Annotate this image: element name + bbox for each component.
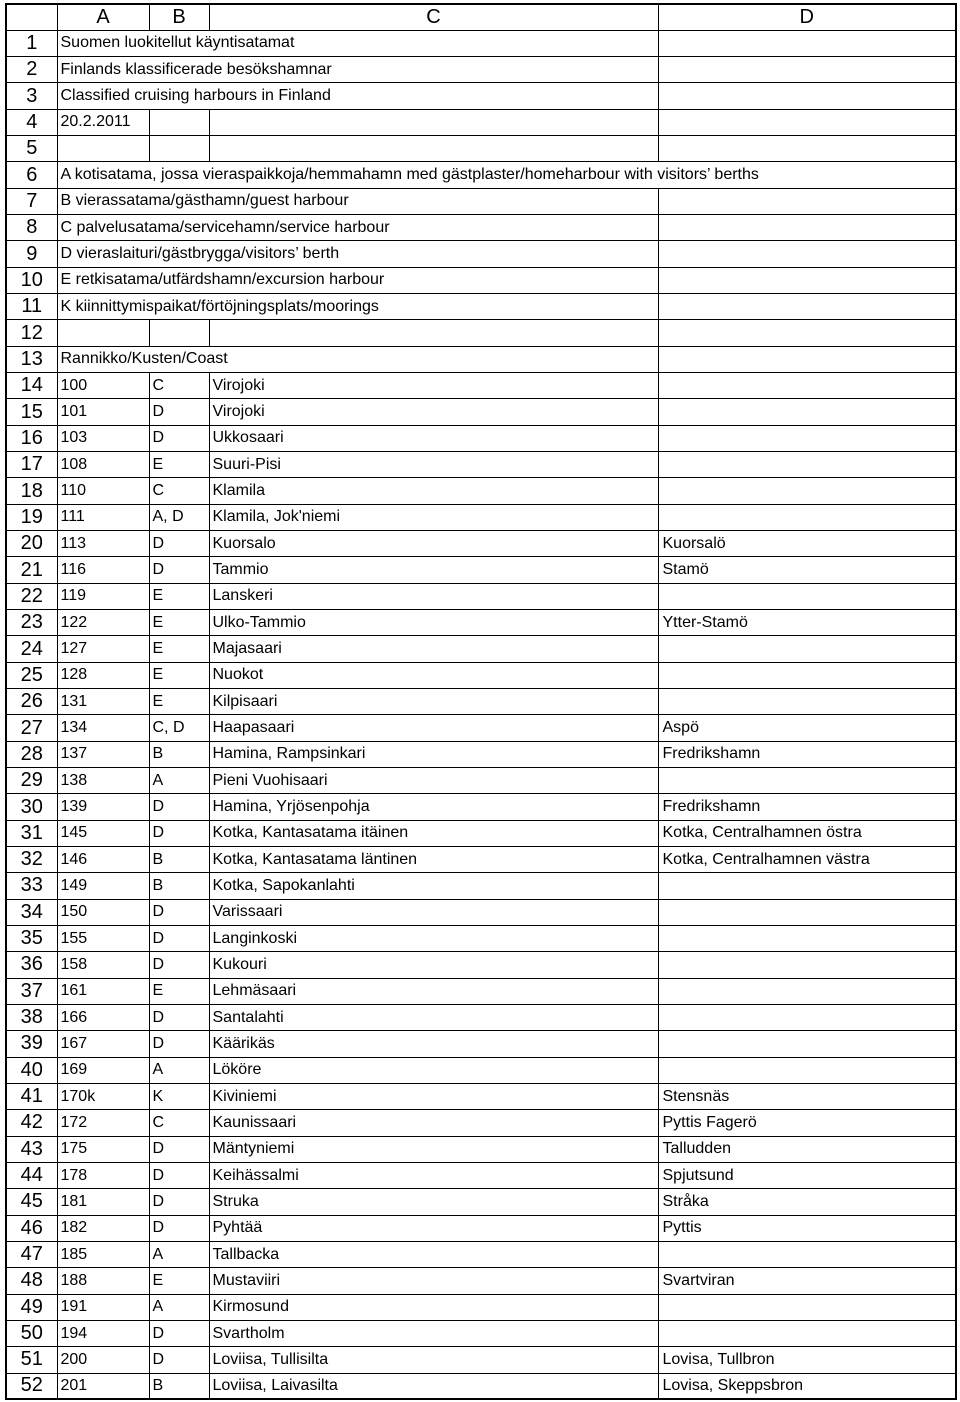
row-header: 17 bbox=[6, 452, 57, 478]
row-header: 49 bbox=[6, 1294, 57, 1320]
empty-cell bbox=[658, 1294, 956, 1320]
harbour-class-cell: D bbox=[149, 952, 209, 978]
empty-cell bbox=[658, 478, 956, 504]
harbour-class-cell: D bbox=[149, 399, 209, 425]
harbour-number-cell: 111 bbox=[57, 504, 149, 530]
harbour-name-cell: Pyhtää bbox=[209, 1215, 658, 1241]
table-row bbox=[6, 373, 956, 399]
table-row bbox=[6, 1268, 956, 1294]
harbour-name-cell: Klamila, Jok'niemi bbox=[209, 504, 658, 530]
harbour-number-cell: 149 bbox=[57, 873, 149, 899]
empty-cell bbox=[658, 1241, 956, 1267]
row-header: 7 bbox=[6, 188, 57, 214]
row-header: 12 bbox=[6, 320, 57, 346]
harbour-class-cell: A bbox=[149, 1241, 209, 1267]
table-row bbox=[6, 188, 956, 214]
empty-cell bbox=[658, 188, 956, 214]
harbour-name-cell: Varissaari bbox=[209, 899, 658, 925]
date-cell: 20.2.2011 bbox=[57, 109, 149, 135]
harbour-class-cell: D bbox=[149, 1320, 209, 1346]
harbour-class-cell: E bbox=[149, 452, 209, 478]
harbour-number-cell: 131 bbox=[57, 689, 149, 715]
table-row bbox=[6, 531, 956, 557]
row-header: 1 bbox=[6, 30, 57, 56]
harbour-number-cell: 161 bbox=[57, 978, 149, 1004]
harbour-number-cell: 137 bbox=[57, 741, 149, 767]
empty-cell bbox=[658, 215, 956, 241]
harbour-class-cell: D bbox=[149, 925, 209, 951]
legend-cell: D vieraslaituri/gästbrygga/visitors’ berth bbox=[57, 241, 658, 267]
table-row bbox=[6, 741, 956, 767]
table-row bbox=[6, 215, 956, 241]
harbour-number-cell: 139 bbox=[57, 794, 149, 820]
row-header: 24 bbox=[6, 636, 57, 662]
harbour-number-cell: 175 bbox=[57, 1136, 149, 1162]
row-header: 52 bbox=[6, 1373, 57, 1399]
harbour-name-cell: Tallbacka bbox=[209, 1241, 658, 1267]
empty-cell bbox=[658, 294, 956, 320]
row-header: 48 bbox=[6, 1268, 57, 1294]
table-row bbox=[6, 925, 956, 951]
harbour-name-cell: Kotka, Kantasatama läntinen bbox=[209, 847, 658, 873]
empty-cell bbox=[658, 1320, 956, 1346]
harbour-class-cell: C, D bbox=[149, 715, 209, 741]
harbour-class-cell: D bbox=[149, 1136, 209, 1162]
row-header: 26 bbox=[6, 689, 57, 715]
table-row bbox=[6, 610, 956, 636]
empty-cell bbox=[658, 504, 956, 530]
title-cell: Suomen luokitellut käyntisatamat bbox=[57, 30, 658, 56]
harbour-name-cell: Hamina, Yrjösenpohja bbox=[209, 794, 658, 820]
row-header: 16 bbox=[6, 425, 57, 451]
harbour-name-cell: Kukouri bbox=[209, 952, 658, 978]
row-header: 30 bbox=[6, 794, 57, 820]
empty-cell bbox=[658, 1031, 956, 1057]
harbour-number-cell: 191 bbox=[57, 1294, 149, 1320]
harbour-name-cell: Svartholm bbox=[209, 1320, 658, 1346]
harbour-name-cell: Ulko-Tammio bbox=[209, 610, 658, 636]
harbour-number-cell: 128 bbox=[57, 662, 149, 688]
harbour-number-cell: 134 bbox=[57, 715, 149, 741]
row-header: 6 bbox=[6, 162, 57, 188]
row-header: 25 bbox=[6, 662, 57, 688]
table-row bbox=[6, 1373, 956, 1399]
harbour-name-cell: Keihässalmi bbox=[209, 1162, 658, 1188]
empty-cell bbox=[149, 136, 209, 162]
table-row bbox=[6, 768, 956, 794]
column-header-b: B bbox=[149, 4, 209, 30]
harbour-number-cell: 170k bbox=[57, 1083, 149, 1109]
column-header-a: A bbox=[57, 4, 149, 30]
empty-cell bbox=[658, 346, 956, 372]
row-header: 20 bbox=[6, 531, 57, 557]
column-header-c: C bbox=[209, 4, 658, 30]
harbour-name-cell: Kotka, Sapokanlahti bbox=[209, 873, 658, 899]
harbour-name-cell: Majasaari bbox=[209, 636, 658, 662]
harbour-name-swedish-cell: Talludden bbox=[658, 1136, 956, 1162]
empty-cell bbox=[57, 320, 149, 346]
empty-cell bbox=[658, 899, 956, 925]
harbour-number-cell: 155 bbox=[57, 925, 149, 951]
harbour-number-cell: 145 bbox=[57, 820, 149, 846]
title-cell: Finlands klassificerade besökshamnar bbox=[57, 57, 658, 83]
table-row bbox=[6, 978, 956, 1004]
harbour-name-swedish-cell: Kuorsalö bbox=[658, 531, 956, 557]
table-row bbox=[6, 30, 956, 56]
row-header: 50 bbox=[6, 1320, 57, 1346]
harbour-name-swedish-cell: Kotka, Centralhamnen östra bbox=[658, 820, 956, 846]
table-row bbox=[6, 504, 956, 530]
row-header: 23 bbox=[6, 610, 57, 636]
harbour-name-swedish-cell: Stråka bbox=[658, 1189, 956, 1215]
harbour-name-cell: Klamila bbox=[209, 478, 658, 504]
harbour-class-cell: E bbox=[149, 1268, 209, 1294]
harbour-number-cell: 178 bbox=[57, 1162, 149, 1188]
harbour-number-cell: 182 bbox=[57, 1215, 149, 1241]
table-row bbox=[6, 1031, 956, 1057]
empty-cell bbox=[658, 83, 956, 109]
harbour-number-cell: 181 bbox=[57, 1189, 149, 1215]
harbour-name-cell: Kaunissaari bbox=[209, 1110, 658, 1136]
harbour-class-cell: C bbox=[149, 373, 209, 399]
harbour-number-cell: 201 bbox=[57, 1373, 149, 1399]
harbour-name-cell: Virojoki bbox=[209, 373, 658, 399]
harbour-name-cell: Langinkoski bbox=[209, 925, 658, 951]
table-row bbox=[6, 452, 956, 478]
empty-cell bbox=[658, 320, 956, 346]
row-header: 51 bbox=[6, 1347, 57, 1373]
harbour-class-cell: D bbox=[149, 1189, 209, 1215]
harbour-number-cell: 127 bbox=[57, 636, 149, 662]
harbour-name-cell: Virojoki bbox=[209, 399, 658, 425]
harbour-name-swedish-cell: Aspö bbox=[658, 715, 956, 741]
table-row bbox=[6, 1215, 956, 1241]
harbour-name-cell: Lehmäsaari bbox=[209, 978, 658, 1004]
harbour-name-cell: Kirmosund bbox=[209, 1294, 658, 1320]
table-row bbox=[6, 1162, 956, 1188]
harbour-number-cell: 200 bbox=[57, 1347, 149, 1373]
harbour-name-swedish-cell: Pyttis bbox=[658, 1215, 956, 1241]
harbour-name-cell: Hamina, Rampsinkari bbox=[209, 741, 658, 767]
table-row bbox=[6, 1294, 956, 1320]
harbour-class-cell: D bbox=[149, 794, 209, 820]
harbour-name-cell: Suuri-Pisi bbox=[209, 452, 658, 478]
section-heading-cell: Rannikko/Kusten/Coast bbox=[57, 346, 658, 372]
table-row bbox=[6, 1083, 956, 1109]
empty-cell bbox=[658, 425, 956, 451]
harbour-number-cell: 146 bbox=[57, 847, 149, 873]
empty-cell bbox=[658, 978, 956, 1004]
title-cell: Classified cruising harbours in Finland bbox=[57, 83, 658, 109]
row-header: 2 bbox=[6, 57, 57, 83]
harbour-name-swedish-cell: Fredrikshamn bbox=[658, 741, 956, 767]
table-row bbox=[6, 794, 956, 820]
table-row bbox=[6, 847, 956, 873]
empty-cell bbox=[658, 873, 956, 899]
row-header: 38 bbox=[6, 1004, 57, 1030]
harbour-class-cell: E bbox=[149, 662, 209, 688]
row-header: 8 bbox=[6, 215, 57, 241]
table-row bbox=[6, 109, 956, 135]
table-row bbox=[6, 294, 956, 320]
empty-cell bbox=[209, 136, 658, 162]
harbour-number-cell: 138 bbox=[57, 768, 149, 794]
row-header: 5 bbox=[6, 136, 57, 162]
harbour-class-cell: E bbox=[149, 689, 209, 715]
harbour-name-swedish-cell: Spjutsund bbox=[658, 1162, 956, 1188]
empty-cell bbox=[658, 583, 956, 609]
row-header: 40 bbox=[6, 1057, 57, 1083]
harbour-name-cell: Mäntyniemi bbox=[209, 1136, 658, 1162]
row-header: 18 bbox=[6, 478, 57, 504]
harbour-name-swedish-cell: Ytter-Stamö bbox=[658, 610, 956, 636]
empty-cell bbox=[658, 689, 956, 715]
harbour-name-cell: Nuokot bbox=[209, 662, 658, 688]
harbour-class-cell: E bbox=[149, 610, 209, 636]
harbour-name-cell: Santalahti bbox=[209, 1004, 658, 1030]
harbour-name-swedish-cell: Lovisa, Skeppsbron bbox=[658, 1373, 956, 1399]
row-header: 29 bbox=[6, 768, 57, 794]
harbour-name-cell: Kilpisaari bbox=[209, 689, 658, 715]
harbour-number-cell: 100 bbox=[57, 373, 149, 399]
row-header: 41 bbox=[6, 1083, 57, 1109]
empty-cell bbox=[658, 768, 956, 794]
harbour-number-cell: 101 bbox=[57, 399, 149, 425]
row-header: 3 bbox=[6, 83, 57, 109]
table-row bbox=[6, 83, 956, 109]
empty-cell bbox=[658, 1057, 956, 1083]
harbour-class-cell: K bbox=[149, 1083, 209, 1109]
harbour-class-cell: D bbox=[149, 1031, 209, 1057]
harbour-number-cell: 108 bbox=[57, 452, 149, 478]
table-row bbox=[6, 873, 956, 899]
row-header: 43 bbox=[6, 1136, 57, 1162]
harbour-class-cell: B bbox=[149, 741, 209, 767]
table-row bbox=[6, 320, 956, 346]
empty-cell bbox=[658, 267, 956, 293]
harbour-number-cell: 169 bbox=[57, 1057, 149, 1083]
harbour-name-swedish-cell: Stamö bbox=[658, 557, 956, 583]
row-header: 11 bbox=[6, 294, 57, 320]
table-row bbox=[6, 1136, 956, 1162]
legend-cell: B vierassatama/gästhamn/guest harbour bbox=[57, 188, 658, 214]
row-header: 34 bbox=[6, 899, 57, 925]
harbour-class-cell: E bbox=[149, 978, 209, 1004]
harbour-number-cell: 166 bbox=[57, 1004, 149, 1030]
harbour-class-cell: A bbox=[149, 1057, 209, 1083]
empty-cell bbox=[658, 662, 956, 688]
table-row bbox=[6, 820, 956, 846]
harbour-class-cell: C bbox=[149, 478, 209, 504]
harbour-number-cell: 167 bbox=[57, 1031, 149, 1057]
harbour-class-cell: D bbox=[149, 425, 209, 451]
select-all-corner bbox=[6, 4, 57, 30]
empty-cell bbox=[658, 30, 956, 56]
row-header: 39 bbox=[6, 1031, 57, 1057]
empty-cell bbox=[658, 57, 956, 83]
empty-cell bbox=[658, 136, 956, 162]
harbour-name-swedish-cell: Svartviran bbox=[658, 1268, 956, 1294]
harbour-class-cell: B bbox=[149, 1373, 209, 1399]
table-row bbox=[6, 241, 956, 267]
row-header: 9 bbox=[6, 241, 57, 267]
row-header: 31 bbox=[6, 820, 57, 846]
table-row bbox=[6, 425, 956, 451]
harbour-name-cell: Struka bbox=[209, 1189, 658, 1215]
harbour-class-cell: D bbox=[149, 820, 209, 846]
table-row bbox=[6, 1347, 956, 1373]
row-header: 22 bbox=[6, 583, 57, 609]
table-row bbox=[6, 1241, 956, 1267]
column-header-row bbox=[6, 4, 956, 30]
table-row bbox=[6, 346, 956, 372]
row-header: 35 bbox=[6, 925, 57, 951]
row-header: 33 bbox=[6, 873, 57, 899]
row-header: 13 bbox=[6, 346, 57, 372]
harbour-class-cell: D bbox=[149, 899, 209, 925]
row-header: 4 bbox=[6, 109, 57, 135]
row-header: 19 bbox=[6, 504, 57, 530]
table-row bbox=[6, 715, 956, 741]
spreadsheet-grid bbox=[5, 3, 957, 1400]
row-header: 46 bbox=[6, 1215, 57, 1241]
table-row bbox=[6, 1320, 956, 1346]
harbour-number-cell: 110 bbox=[57, 478, 149, 504]
table-row bbox=[6, 1004, 956, 1030]
harbour-class-cell: B bbox=[149, 847, 209, 873]
harbour-name-cell: Ukkosaari bbox=[209, 425, 658, 451]
empty-cell bbox=[658, 452, 956, 478]
row-header: 21 bbox=[6, 557, 57, 583]
empty-cell bbox=[57, 136, 149, 162]
empty-cell bbox=[658, 109, 956, 135]
harbour-name-cell: Pieni Vuohisaari bbox=[209, 768, 658, 794]
table-row bbox=[6, 267, 956, 293]
harbour-number-cell: 116 bbox=[57, 557, 149, 583]
harbour-name-swedish-cell: Pyttis Fagerö bbox=[658, 1110, 956, 1136]
empty-cell bbox=[658, 399, 956, 425]
harbour-number-cell: 122 bbox=[57, 610, 149, 636]
row-header: 27 bbox=[6, 715, 57, 741]
table-row bbox=[6, 1189, 956, 1215]
row-header: 36 bbox=[6, 952, 57, 978]
empty-cell bbox=[149, 109, 209, 135]
harbour-class-cell: C bbox=[149, 1110, 209, 1136]
legend-cell: K kiinnittymispaikat/förtöjningsplats/moorings bbox=[57, 294, 658, 320]
harbour-name-cell: Kotka, Kantasatama itäinen bbox=[209, 820, 658, 846]
harbour-name-cell: Lököre bbox=[209, 1057, 658, 1083]
harbour-number-cell: 158 bbox=[57, 952, 149, 978]
column-header-d: D bbox=[658, 4, 956, 30]
harbour-class-cell: D bbox=[149, 531, 209, 557]
empty-cell bbox=[209, 109, 658, 135]
row-header: 37 bbox=[6, 978, 57, 1004]
harbour-class-cell: A bbox=[149, 1294, 209, 1320]
row-header: 15 bbox=[6, 399, 57, 425]
harbour-name-cell: Mustaviiri bbox=[209, 1268, 658, 1294]
harbour-name-cell: Kiviniemi bbox=[209, 1083, 658, 1109]
table-row bbox=[6, 689, 956, 715]
harbour-name-cell: Lanskeri bbox=[209, 583, 658, 609]
table-row bbox=[6, 662, 956, 688]
empty-cell bbox=[209, 320, 658, 346]
table-row bbox=[6, 583, 956, 609]
harbour-number-cell: 188 bbox=[57, 1268, 149, 1294]
row-header: 44 bbox=[6, 1162, 57, 1188]
row-header: 10 bbox=[6, 267, 57, 293]
harbour-class-cell: D bbox=[149, 1347, 209, 1373]
harbour-class-cell: B bbox=[149, 873, 209, 899]
legend-cell: C palvelusatama/servicehamn/service harbour bbox=[57, 215, 658, 241]
empty-cell bbox=[658, 1004, 956, 1030]
harbour-name-swedish-cell: Stensnäs bbox=[658, 1083, 956, 1109]
table-row bbox=[6, 1057, 956, 1083]
empty-cell bbox=[658, 952, 956, 978]
harbour-name-cell: Loviisa, Laivasilta bbox=[209, 1373, 658, 1399]
table-row bbox=[6, 952, 956, 978]
harbour-number-cell: 185 bbox=[57, 1241, 149, 1267]
empty-cell bbox=[149, 320, 209, 346]
row-header: 32 bbox=[6, 847, 57, 873]
harbour-number-cell: 113 bbox=[57, 531, 149, 557]
table-row bbox=[6, 136, 956, 162]
legend-cell: A kotisatama, jossa vieraspaikkoja/hemmahamn med gästplaster/homeharbour with visitors’ berths bbox=[57, 162, 956, 188]
harbour-name-cell: Tammio bbox=[209, 557, 658, 583]
row-header: 47 bbox=[6, 1241, 57, 1267]
harbour-name-cell: Käärikäs bbox=[209, 1031, 658, 1057]
harbour-number-cell: 194 bbox=[57, 1320, 149, 1346]
table-row bbox=[6, 478, 956, 504]
harbour-class-cell: D bbox=[149, 1215, 209, 1241]
empty-cell bbox=[658, 636, 956, 662]
harbour-name-swedish-cell: Lovisa, Tullbron bbox=[658, 1347, 956, 1373]
harbour-name-swedish-cell: Kotka, Centralhamnen västra bbox=[658, 847, 956, 873]
harbour-class-cell: D bbox=[149, 1004, 209, 1030]
harbour-number-cell: 119 bbox=[57, 583, 149, 609]
harbour-name-cell: Loviisa, Tullisilta bbox=[209, 1347, 658, 1373]
harbour-name-swedish-cell: Fredrikshamn bbox=[658, 794, 956, 820]
harbour-number-cell: 150 bbox=[57, 899, 149, 925]
harbour-number-cell: 103 bbox=[57, 425, 149, 451]
empty-cell bbox=[658, 925, 956, 951]
table-row bbox=[6, 636, 956, 662]
harbour-class-cell: A bbox=[149, 768, 209, 794]
empty-cell bbox=[658, 241, 956, 267]
harbour-class-cell: D bbox=[149, 557, 209, 583]
harbour-class-cell: D bbox=[149, 1162, 209, 1188]
table-row bbox=[6, 399, 956, 425]
empty-cell bbox=[658, 373, 956, 399]
table-row bbox=[6, 1110, 956, 1136]
table-row bbox=[6, 162, 956, 188]
harbour-class-cell: E bbox=[149, 636, 209, 662]
harbour-name-cell: Haapasaari bbox=[209, 715, 658, 741]
harbour-class-cell: A, D bbox=[149, 504, 209, 530]
row-header: 28 bbox=[6, 741, 57, 767]
harbour-name-cell: Kuorsalo bbox=[209, 531, 658, 557]
table-row bbox=[6, 557, 956, 583]
legend-cell: E retkisatama/utfärdshamn/excursion harbour bbox=[57, 267, 658, 293]
harbour-class-cell: E bbox=[149, 583, 209, 609]
table-row bbox=[6, 57, 956, 83]
row-header: 45 bbox=[6, 1189, 57, 1215]
row-header: 14 bbox=[6, 373, 57, 399]
harbour-number-cell: 172 bbox=[57, 1110, 149, 1136]
table-row bbox=[6, 899, 956, 925]
row-header: 42 bbox=[6, 1110, 57, 1136]
